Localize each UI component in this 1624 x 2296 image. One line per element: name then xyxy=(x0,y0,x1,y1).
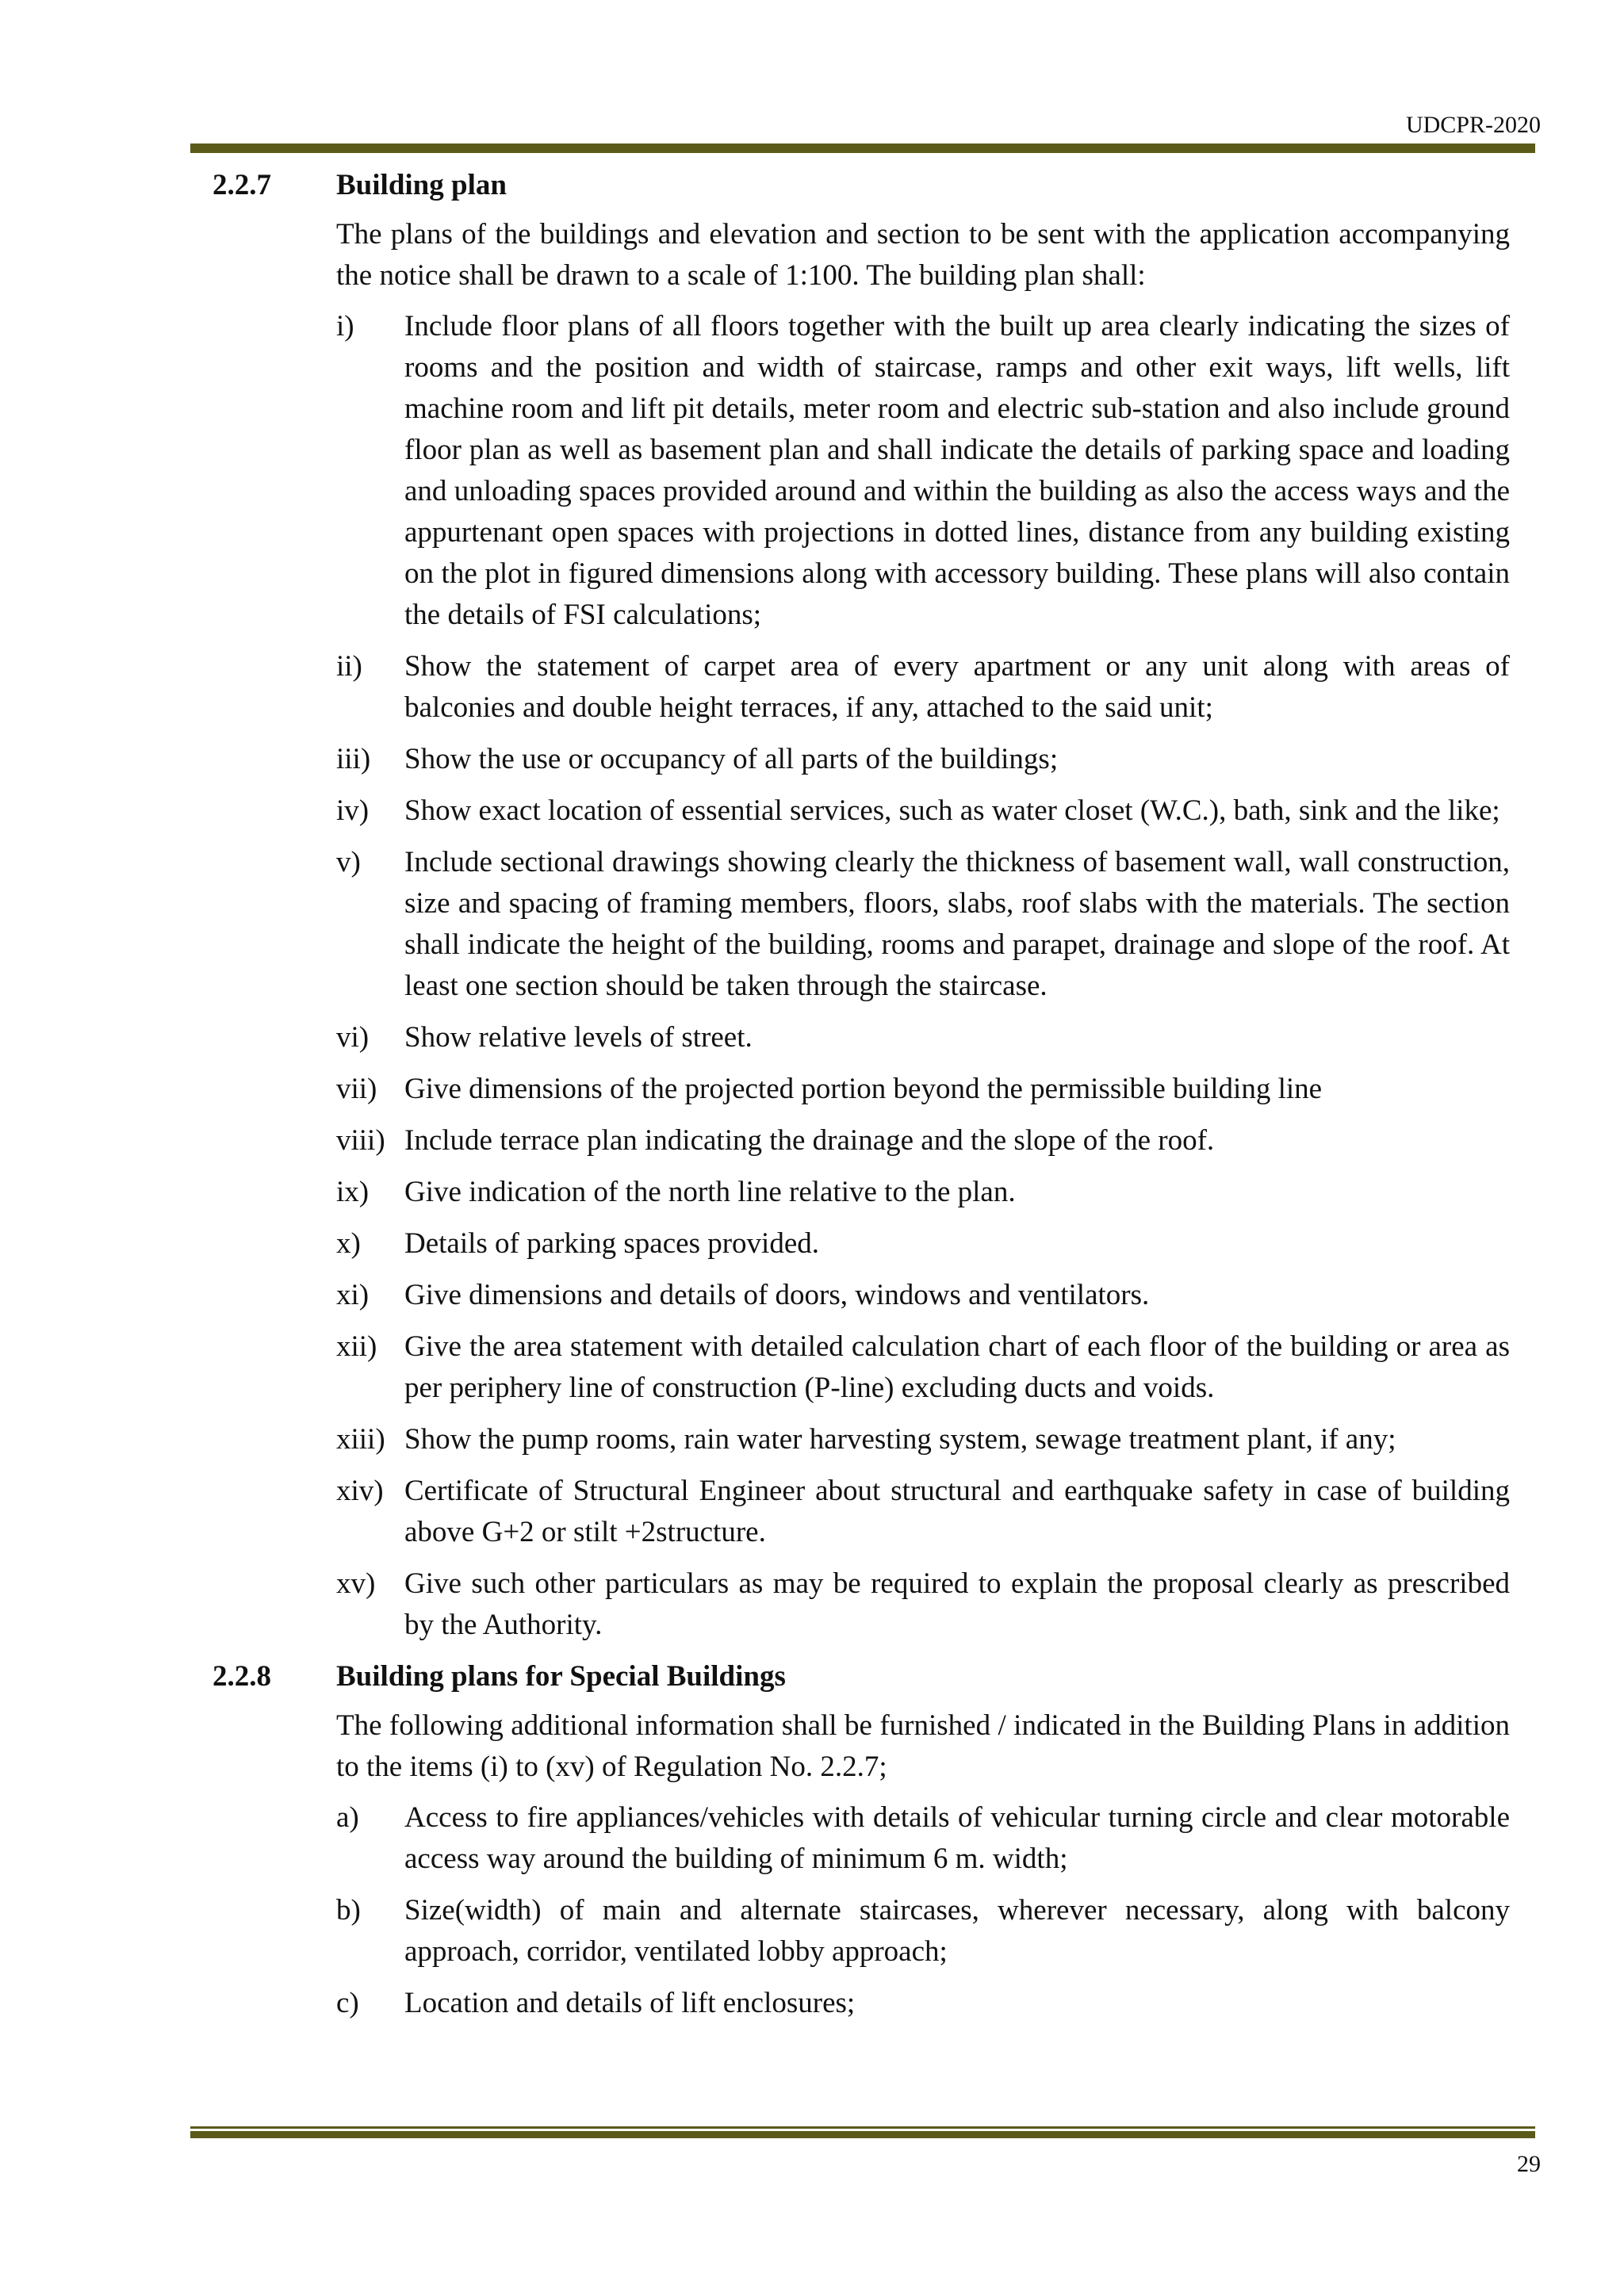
item-text: Show the statement of carpet area of every apartment or any unit along with areas of balconies and double height terraces, if any, attached to the said unit; xyxy=(404,650,1510,724)
section-intro: The plans of the buildings and elevation and section to be sent with the application accompanying the notice shall be drawn to a scale of 1:100. The building plan shall: xyxy=(336,218,1510,292)
item-marker: iv) xyxy=(336,794,370,827)
item-marker: x) xyxy=(336,1227,361,1260)
item-text: Details of parking spaces provided. xyxy=(404,1227,819,1260)
list-item xyxy=(336,739,1510,780)
section-title: Building plans for Special Buildings xyxy=(336,1660,786,1693)
list-item xyxy=(336,1326,1510,1409)
section-intro: The following additional information shall be furnished / indicated in the Building Plans in addition to the items (i) to (xv) of Regulation No. 2.2.7; xyxy=(336,1709,1510,1783)
item-text: Include terrace plan indicating the drainage and the slope of the roof. xyxy=(404,1124,1215,1157)
item-marker: i) xyxy=(336,310,354,342)
item-text: Certificate of Structural Engineer about structural and earthquake safety in case of building above G+2 or stilt +2structure. xyxy=(404,1475,1510,1548)
item-marker: viii) xyxy=(336,1124,385,1157)
item-list xyxy=(336,1797,1510,2024)
list-item xyxy=(336,1419,1510,1460)
item-text: Show the pump rooms, rain water harvesting system, sewage treatment plant, if any; xyxy=(404,1423,1396,1456)
item-text: Give dimensions of the projected portion beyond the permissible building line xyxy=(404,1073,1323,1105)
section-title: Building plan xyxy=(336,169,507,201)
section-heading xyxy=(213,1656,1510,1697)
item-marker: a) xyxy=(336,1801,359,1834)
list-item xyxy=(336,1120,1510,1161)
list-item xyxy=(336,1275,1510,1316)
section-heading xyxy=(213,165,1510,206)
item-text: Give the area statement with detailed calculation chart of each floor of the building or area as per periphery line of construction (P-line) excluding ducts and voids. xyxy=(404,1330,1510,1404)
page-number: 29 xyxy=(1517,2151,1541,2177)
item-marker: xii) xyxy=(336,1330,377,1363)
list-item xyxy=(336,1983,1510,2024)
item-marker: iii) xyxy=(336,743,371,775)
list-item xyxy=(336,1172,1510,1213)
footer-rule xyxy=(190,2126,1535,2138)
item-marker: xv) xyxy=(336,1567,376,1600)
item-marker: ii) xyxy=(336,650,362,683)
item-marker: ix) xyxy=(336,1176,370,1208)
item-marker: xiii) xyxy=(336,1423,385,1456)
document-header-label: UDCPR-2020 xyxy=(1405,112,1541,138)
item-text: Give indication of the north line relative to the plan. xyxy=(404,1176,1016,1208)
item-marker: vii) xyxy=(336,1073,377,1105)
item-marker: xiv) xyxy=(336,1475,384,1507)
item-text: Show the use or occupancy of all parts of the buildings; xyxy=(404,743,1059,775)
list-item xyxy=(336,1797,1510,1880)
item-text: Include floor plans of all floors together with the built up area clearly indicating the sizes of rooms and the position and width of staircase, ramps and other exit ways, lift wells, lift machine room and lift pit details, meter room and electric sub-station and also include ground floor plan as well as basement plan and shall indicate the details of parking space and loading and unloading spaces provided around and within the building as also the access ways and the appurtenant open spaces with projections in dotted lines, distance from any building existing on the plot in figured dimensions along with accessory building. These plans will also contain the details of FSI calculations; xyxy=(404,310,1510,631)
item-text: Include sectional drawings showing clearly the thickness of basement wall, wall construction, size and spacing of framing members, floors, slabs, roof slabs with the materials. The section shall indicate the height of the building, rooms and parapet, drainage and slope of the roof. At least one section should be taken through the staircase. xyxy=(404,846,1510,1002)
section-2-2-7 xyxy=(213,165,1510,1646)
list-item xyxy=(336,1471,1510,1553)
list-item xyxy=(336,1563,1510,1646)
page-content xyxy=(213,165,1510,2034)
list-item xyxy=(336,1069,1510,1110)
item-text: Size(width) of main and alternate staircases, wherever necessary, along with balcony approach, corridor, ventilated lobby approach; xyxy=(404,1894,1510,1968)
item-marker: v) xyxy=(336,846,361,878)
item-text: Access to fire appliances/vehicles with details of vehicular turning circle and clear motorable access way around the building of minimum 6 m. width; xyxy=(404,1801,1510,1875)
item-text: Show exact location of essential services, such as water closet (W.C.), bath, sink and the like; xyxy=(404,794,1500,827)
list-item xyxy=(336,842,1510,1007)
item-list xyxy=(336,306,1510,1646)
item-marker: vi) xyxy=(336,1021,370,1054)
item-text: Location and details of lift enclosures; xyxy=(404,1987,856,2019)
list-item xyxy=(336,1017,1510,1058)
list-item xyxy=(336,306,1510,636)
item-text: Give dimensions and details of doors, windows and ventilators. xyxy=(404,1279,1150,1311)
item-text: Show relative levels of street. xyxy=(404,1021,753,1054)
list-item xyxy=(336,1223,1510,1265)
section-2-2-8 xyxy=(213,1656,1510,2024)
header-rule xyxy=(190,141,1535,153)
section-number: 2.2.7 xyxy=(213,169,271,201)
list-item xyxy=(336,790,1510,832)
item-text: Give such other particulars as may be required to explain the proposal clearly as prescribed by the Authority. xyxy=(404,1567,1510,1641)
item-marker: b) xyxy=(336,1894,361,1927)
item-marker: xi) xyxy=(336,1279,370,1311)
item-marker: c) xyxy=(336,1987,359,2019)
list-item xyxy=(336,1890,1510,1973)
section-number: 2.2.8 xyxy=(213,1660,271,1693)
list-item xyxy=(336,646,1510,729)
